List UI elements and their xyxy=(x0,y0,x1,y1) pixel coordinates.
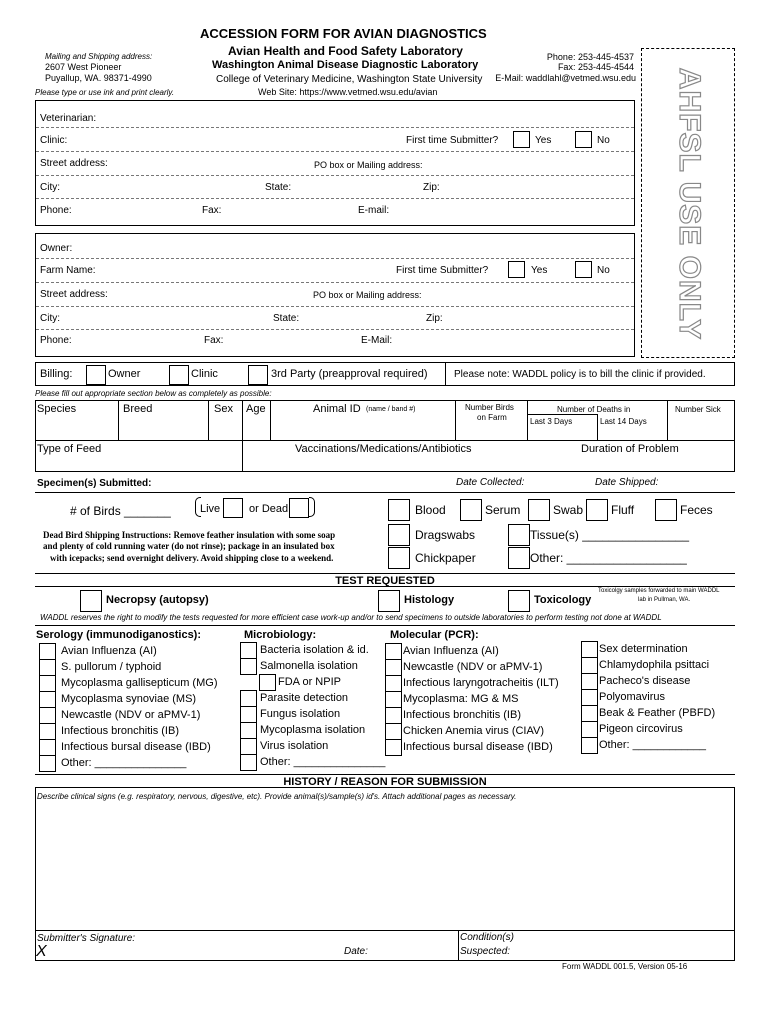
microbiology-item-label: Bacteria isolation & id. xyxy=(260,644,369,656)
vaccinations-header: Vaccinations/Medications/Antibiotics xyxy=(295,443,472,455)
serology-item-checkbox[interactable] xyxy=(39,707,56,724)
owner-first-time-label: First time Submitter? xyxy=(396,265,489,276)
specimens-label: Specimen(s) Submitted: xyxy=(37,478,152,489)
date-collected-label: Date Collected: xyxy=(456,477,525,488)
billing-third-party-label: 3rd Party (preapproval required) xyxy=(271,368,428,380)
owner-po-label: PO box or Mailing address: xyxy=(313,290,422,300)
last-14-days-header: Last 14 Days xyxy=(600,417,647,426)
other-test-item-checkbox[interactable] xyxy=(581,641,598,658)
molecular-item-checkbox[interactable] xyxy=(385,659,402,676)
waddl-reserve-note: WADDL reserves the right to modify the tests requested for more efficient case work-up and/or to send specimens to outside laboratories to perform testing not done at WADDL xyxy=(40,613,662,622)
animal-id-header: Animal ID xyxy=(313,403,361,415)
serology-item-label: Mycoplasma synoviae (MS) xyxy=(61,693,197,705)
suspected-label: Suspected: xyxy=(460,946,511,957)
microbiology-item-label: Salmonella isolation xyxy=(260,660,358,672)
other-test-item-label: Sex determination xyxy=(599,643,688,655)
feces-label: Feces xyxy=(680,503,713,517)
molecular-title: Molecular (PCR): xyxy=(390,629,479,641)
molecular-item-checkbox[interactable] xyxy=(385,675,402,692)
other-test-item-label: Polyomavirus xyxy=(599,691,666,703)
form-version: Form WADDL 001.5, Version 05-16 xyxy=(562,962,688,971)
molecular-item-checkbox[interactable] xyxy=(385,643,402,660)
serology-item-checkbox[interactable] xyxy=(39,691,56,708)
billing-clinic-label: Clinic xyxy=(191,368,218,380)
duration-header: Duration of Problem xyxy=(581,443,679,455)
swab-checkbox[interactable] xyxy=(528,499,550,521)
lab-phone: Phone: 253-445-4537 xyxy=(546,52,634,62)
toxicology-note-1: Toxicolgy samples forwarded to main WADDL xyxy=(598,588,720,594)
lab-name: Avian Health and Food Safety Laboratory xyxy=(228,44,463,58)
microbiology-item-label: Parasite detection xyxy=(260,692,349,704)
microbiology-item-label: Virus isolation xyxy=(260,740,329,752)
print-note: Please type or use ink and print clearly. xyxy=(35,88,175,97)
deaths-header: Number of Deaths in xyxy=(557,405,631,414)
chickpaper-label: Chickpaper xyxy=(415,551,476,565)
shipping-instructions-line-2: and plenty of cold running water (do not rinse); package in an insulated box xyxy=(43,541,335,551)
animal-id-subheader: (name / band #) xyxy=(366,406,416,413)
owner-first-time-yes-checkbox[interactable] xyxy=(508,261,525,278)
microbiology-item-checkbox[interactable] xyxy=(240,658,257,675)
histology-label: Histology xyxy=(404,594,455,606)
vet-city-label: City: xyxy=(40,182,60,193)
signature-date-label: Date: xyxy=(344,946,368,957)
serology-title: Serology (immunodiganostics): xyxy=(36,629,202,641)
microbiology-item-label: Other: _______________ xyxy=(260,756,386,768)
molecular-item-label: Infectious bronchitis (IB) xyxy=(403,709,521,721)
vet-phone-label: Phone: xyxy=(40,205,72,216)
vet-email-label: E-mail: xyxy=(358,205,390,216)
molecular-item-checkbox[interactable] xyxy=(385,739,402,756)
owner-first-time-no-checkbox[interactable] xyxy=(575,261,592,278)
specimen-other-checkbox[interactable] xyxy=(508,547,530,569)
condition-label: Condition(s) xyxy=(460,932,514,943)
history-text-area[interactable] xyxy=(35,788,735,961)
dead-checkbox[interactable] xyxy=(289,498,309,518)
serum-checkbox[interactable] xyxy=(460,499,482,521)
vet-first-time-yes-checkbox[interactable] xyxy=(513,131,530,148)
microbiology-item-checkbox[interactable] xyxy=(240,690,257,707)
farm-name-label: Farm Name: xyxy=(40,265,96,276)
toxicology-note-2: lab in Pullman, WA. xyxy=(638,597,691,603)
signature-label: Submitter's Signature: xyxy=(37,933,136,944)
breed-header: Breed xyxy=(123,403,153,415)
shipping-instructions-line-3: with icepacks; send overnight delivery. Avoid shipping close to a weekend. xyxy=(50,553,334,563)
owner-no-label: No xyxy=(597,265,610,276)
fill-note: Please fill out appropriate section below as completely as possible: xyxy=(35,389,272,398)
molecular-item-checkbox[interactable] xyxy=(385,691,402,708)
ahfsl-stamp-text: AHFSL USE ONLY xyxy=(673,67,706,341)
other-test-item-label: Chlamydophila psittaci xyxy=(599,659,710,671)
owner-phone-label: Phone: xyxy=(40,335,72,346)
owner-zip-label: Zip: xyxy=(426,313,443,324)
vet-po-label: PO box or Mailing address: xyxy=(314,160,423,170)
dragswabs-checkbox[interactable] xyxy=(388,524,410,546)
sex-header: Sex xyxy=(214,403,233,415)
billing-third-party-checkbox[interactable] xyxy=(248,365,268,385)
age-header: Age xyxy=(246,403,266,415)
toxicology-checkbox[interactable] xyxy=(508,590,530,612)
mailing-label: Mailing and Shipping address: xyxy=(45,52,153,61)
serology-item-label: Infectious bursal disease (IBD) xyxy=(61,741,211,753)
college-name: College of Veterinary Medicine, Washington State University xyxy=(216,74,483,85)
microbiology-item-label: FDA or NPIP xyxy=(278,676,341,688)
serum-label: Serum xyxy=(485,503,521,517)
molecular-item-label: Infectious bursal disease (IBD) xyxy=(403,741,553,753)
vet-no-label: No xyxy=(597,135,610,146)
lab-fax: Fax: 253-445-4544 xyxy=(557,62,634,72)
number-of-birds-label: # of Birds _______ xyxy=(70,504,171,518)
on-farm-header: on Farm xyxy=(477,413,507,422)
num-birds-header: Number Birds xyxy=(465,403,514,412)
microbiology-item-label: Fungus isolation xyxy=(260,708,341,720)
owner-yes-label: Yes xyxy=(531,265,548,276)
serology-item-checkbox[interactable] xyxy=(39,739,56,756)
molecular-item-checkbox[interactable] xyxy=(385,707,402,724)
dragswabs-label: Dragswabs xyxy=(415,528,476,542)
serology-item-label: Avian Influenza (AI) xyxy=(61,645,157,657)
serology-item-checkbox[interactable] xyxy=(39,675,56,692)
fluff-label: Fluff xyxy=(611,503,635,517)
microbiology-item-label: Mycoplasma isolation xyxy=(260,724,366,736)
microbiology-title: Microbiology: xyxy=(244,629,317,641)
fluff-checkbox[interactable] xyxy=(586,499,608,521)
live-checkbox[interactable] xyxy=(223,498,243,518)
toxicology-label: Toxicology xyxy=(534,594,592,606)
vet-zip-label: Zip: xyxy=(423,182,440,193)
date-shipped-label: Date Shipped: xyxy=(595,477,659,488)
molecular-item-label: Avian Influenza (AI) xyxy=(403,645,499,657)
owner-email-label: E-Mail: xyxy=(361,335,393,346)
necropsy-label: Necropsy (autopsy) xyxy=(106,594,209,606)
tissue-label: Tissue(s) ________________ xyxy=(530,528,690,542)
species-header: Species xyxy=(37,403,77,415)
history-instructions: Describe clinical signs (e.g. respiratory, nervous, digestive, etc). Provide animal(s)/sample(s) id's. Attach additional pages as necessary. xyxy=(37,792,517,801)
vet-state-label: State: xyxy=(265,182,292,193)
last-3-days-header: Last 3 Days xyxy=(530,417,573,426)
molecular-item-label: Newcastle (NDV or aPMV-1) xyxy=(403,661,543,673)
necropsy-checkbox[interactable] xyxy=(80,590,102,612)
vet-yes-label: Yes xyxy=(535,135,552,146)
serology-item-label: Infectious bronchitis (IB) xyxy=(61,725,179,737)
feed-header: Type of Feed xyxy=(37,443,102,455)
address-line-1: 2607 West Pioneer xyxy=(45,62,122,72)
serology-item-label: Newcastle (NDV or aPMV-1) xyxy=(61,709,201,721)
other-test-item-label: Pacheco's disease xyxy=(599,675,691,687)
number-sick-header: Number Sick xyxy=(675,405,721,414)
live-label: Live xyxy=(200,503,221,515)
other-test-item-checkbox[interactable] xyxy=(581,705,598,722)
billing-clinic-checkbox[interactable] xyxy=(169,365,189,385)
billing-owner-checkbox[interactable] xyxy=(86,365,106,385)
owner-street-label: Street address: xyxy=(40,289,108,300)
billing-label: Billing: xyxy=(40,368,73,380)
microbiology-item-checkbox[interactable] xyxy=(240,706,257,723)
other-test-item-checkbox[interactable] xyxy=(581,689,598,706)
lab-name-2: Washington Animal Disease Diagnostic Laboratory xyxy=(212,59,479,71)
vet-street-label: Street address: xyxy=(40,158,108,169)
owner-city-label: City: xyxy=(40,313,60,324)
serology-item-label: S. pullorum / typhoid xyxy=(61,661,162,673)
feces-checkbox[interactable] xyxy=(655,499,677,521)
ahfsl-use-only-box xyxy=(641,48,735,358)
owner-state-label: State: xyxy=(273,313,300,324)
veterinarian-label: Veterinarian: xyxy=(40,113,97,124)
microbiology-item-checkbox[interactable] xyxy=(240,754,257,771)
molecular-item-checkbox[interactable] xyxy=(385,723,402,740)
other-test-item-label: Pigeon circovirus xyxy=(599,723,683,735)
or-dead-label: or Dead xyxy=(249,503,289,515)
molecular-item-label: Chicken Anemia virus (CIAV) xyxy=(403,725,545,737)
other-test-item-checkbox[interactable] xyxy=(581,657,598,674)
blood-checkbox[interactable] xyxy=(388,499,410,521)
vet-fax-label: Fax: xyxy=(202,205,222,216)
history-header: HISTORY / REASON FOR SUBMISSION xyxy=(35,774,735,788)
owner-fax-label: Fax: xyxy=(204,335,224,346)
clinic-label: Clinic: xyxy=(40,135,68,146)
swab-label: Swab xyxy=(553,503,584,517)
other-test-item-checkbox[interactable] xyxy=(581,737,598,754)
signature-x: X xyxy=(36,943,47,960)
molecular-item-label: Infectious laryngotracheitis (ILT) xyxy=(403,677,559,689)
vet-first-time-label: First time Submitter? xyxy=(406,135,499,146)
serology-item-label: Mycoplasma gallisepticum (MG) xyxy=(61,677,218,689)
serology-item-label: Other: _______________ xyxy=(61,757,187,769)
test-requested-header: TEST REQUESTED xyxy=(35,573,735,587)
other-test-item-label: Beak & Feather (PBFD) xyxy=(599,707,716,719)
serology-item-checkbox[interactable] xyxy=(39,755,56,772)
other-test-item-label: Other: ____________ xyxy=(599,739,707,751)
specimen-other-label: Other: __________________ xyxy=(530,551,687,565)
histology-checkbox[interactable] xyxy=(378,590,400,612)
serology-item-checkbox[interactable] xyxy=(39,723,56,740)
microbiology-item-checkbox[interactable] xyxy=(240,738,257,755)
shipping-instructions-line-1: Dead Bird Shipping Instructions: Remove feather insulation with some soap xyxy=(43,530,336,540)
tissue-checkbox[interactable] xyxy=(508,524,530,546)
billing-note: Please note: WADDL policy is to bill the clinic if provided. xyxy=(454,369,706,380)
website: Web Site: https://www.vetmed.wsu.edu/avian xyxy=(258,87,438,97)
lab-email: E-Mail: waddlahl@vetmed.wsu.edu xyxy=(495,73,636,83)
form-title: ACCESSION FORM FOR AVIAN DIAGNOSTICS xyxy=(200,26,487,41)
microbiology-item-checkbox[interactable] xyxy=(259,674,276,691)
billing-owner-label: Owner xyxy=(108,368,141,380)
owner-label: Owner: xyxy=(40,243,73,254)
vet-first-time-no-checkbox[interactable] xyxy=(575,131,592,148)
serology-item-checkbox[interactable] xyxy=(39,643,56,660)
molecular-item-label: Mycoplasma: MG & MS xyxy=(403,693,519,705)
other-test-item-checkbox[interactable] xyxy=(581,673,598,690)
microbiology-item-checkbox[interactable] xyxy=(240,642,257,659)
blood-label: Blood xyxy=(415,503,446,517)
other-test-item-checkbox[interactable] xyxy=(581,721,598,738)
address-line-2: Puyallup, WA. 98371-4990 xyxy=(45,73,152,83)
microbiology-item-checkbox[interactable] xyxy=(240,722,257,739)
chickpaper-checkbox[interactable] xyxy=(388,547,410,569)
serology-item-checkbox[interactable] xyxy=(39,659,56,676)
